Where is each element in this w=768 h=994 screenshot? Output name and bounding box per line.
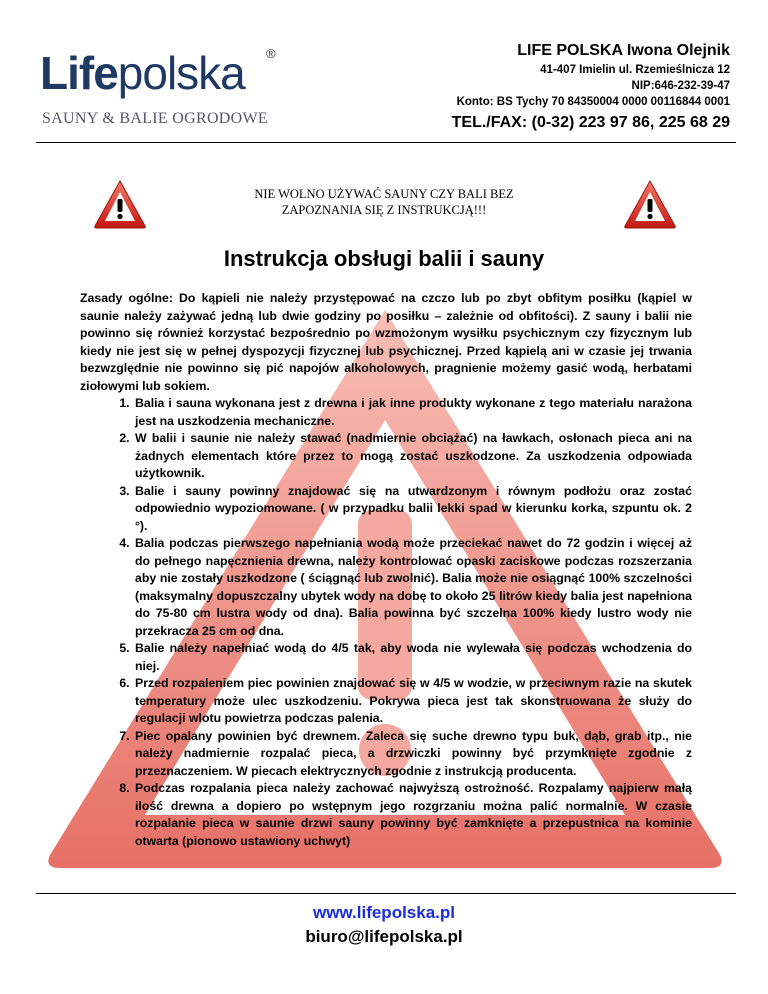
instructions-body	[80, 290, 692, 850]
rule-item: 3. Balie i sauny powinny znajdować się na utwardzonym i równym podłożu oraz zostać odpowiednio wypoziomowane. ( w przypadku balii lekki spad w kierunku korka, szpuntu ok. 2 °).	[133, 483, 692, 536]
rule-item: 2. W balii i saunie nie należy stawać (nadmiernie obciążać) na ławkach, osłonach pieca ani na żadnych elementach które przez to mogą zostać uszkodzone. Za uszkodzenia odpowiada użytkownik.	[133, 430, 692, 483]
rule-item: 6. Przed rozpaleniem piec powinien znajdować się w 4/5 w wodzie, w przeciwnym razie na skutek temperatury może ulec uszkodzeniu. Pokrywa pieca jest tak skonstruowana że służy do regulacji wlotu powietrza podczas palenia.	[133, 675, 692, 728]
warning-notice	[200, 186, 568, 218]
company-info	[370, 40, 730, 134]
company-nip: NIP:646-232-39-47	[631, 80, 730, 92]
registered-mark: ®	[266, 46, 276, 61]
company-address: 41-407 Imielin ul. Rzemieślnicza 12	[540, 64, 730, 76]
warning-triangle-icon-left	[92, 178, 148, 230]
general-rules-paragraph: Zasady ogólne: Do kąpieli nie należy przystępować na czczo lub po zbyt obfitym posiłku (kąpiel w saunie należy zażywać jedną lub dwie godziny po posiłku – zależnie od obfitości). Z sauny i balii nie powinno się również korzystać bezpośrednio po wzmożonym wysiłku psychicznym czy fizycznym lub kiedy nie jest się w pełnej dyspozycji fizycznej lub psychicznej. Przed kąpielą ani w czasie jej trwania bezwzględnie nie powinno się pić napojów alkoholowych, pragnienie możemy gasić wodą, herbatami ziołowymi lub sokiem.	[80, 291, 692, 393]
company-logo	[40, 48, 280, 138]
logo-tagline: SAUNY & BALIE OGRODOWE	[42, 110, 268, 127]
header-divider	[36, 142, 736, 143]
website-link[interactable]: www.lifepolska.pl	[312, 903, 455, 922]
email-link[interactable]: biuro@lifepolska.pl	[305, 927, 463, 946]
footer-divider	[36, 893, 736, 894]
warning-line-2: ZAPOZNANIA SIĘ Z INSTRUKCJĄ!!!	[281, 203, 487, 217]
rule-item: 5. Balie należy napełniać wodą do 4/5 tak, aby woda nie wylewała się podczas wchodzenia do niej.	[133, 640, 692, 675]
rule-item: 4. Balia podczas pierwszego napełniania wodą może przeciekać nawet do 72 godzin i więcej aż do pełnego napęcznienia drewna, należy kontrolować opaski zaciskowe podczas rozszerzania aby nie zostały uszkodzone ( ściągnąć lub zwolnić). Balia może nie osiągnąć 100% szczelności (maksymalny dopuszczalny ubytek wody na dobę to około 25 litrów kiedy balia jest napełniona do 75-80 cm lustra wody od dna). Balia powinna być szczelna 100% kiedy lustro wody nie przekracza 25 cm od dna.	[133, 535, 692, 640]
rules-list	[80, 395, 692, 850]
logo-wordmark	[40, 48, 245, 98]
rule-item: 1. Balia i sauna wykonana jest z drewna i jak inne produkty wykonane z tego materiału narażona jest na uszkodzenia mechaniczne.	[133, 395, 692, 430]
warning-triangle-icon-right	[622, 178, 678, 230]
company-name: LIFE POLSKA Iwona Olejnik	[517, 42, 730, 59]
warning-line-1: NIE WOLNO UŻYWAĆ SAUNY CZY BALI BEZ	[254, 187, 514, 201]
company-phone: TEL./FAX: (0-32) 223 97 86, 225 68 29	[451, 114, 730, 131]
company-account: Konto: BS Tychy 70 84350004 0000 00116844 0001	[456, 96, 730, 108]
rule-item: 8. Podczas rozpalania pieca należy zachować najwyższą ostrożność. Rozpalamy najpierw małą ilość drewna a dopiero po wstępnym jego rozgrzaniu można palić normalnie. W czasie rozpalanie pieca w saunie drzwi sauny powinny być zamknięte a przepustnica na kominie otwarta (pionowo ustawiony uchwyt)	[133, 780, 692, 850]
rule-item: 7. Piec opalany powinien być drewnem. Zaleca się suche drewno typu buk, dąb, grab itp., nie należy nadmiernie rozpalać pieca, a drzwiczki powinny być przymknięte zgodnie z przeznaczeniem. W piecach elektrycznych zgodnie z instrukcją producenta.	[133, 728, 692, 781]
logo-polska-text: polska	[117, 47, 245, 99]
page-title: Instrukcja obsługi balii i sauny	[223, 246, 545, 271]
logo-life-text: Life	[40, 47, 118, 99]
